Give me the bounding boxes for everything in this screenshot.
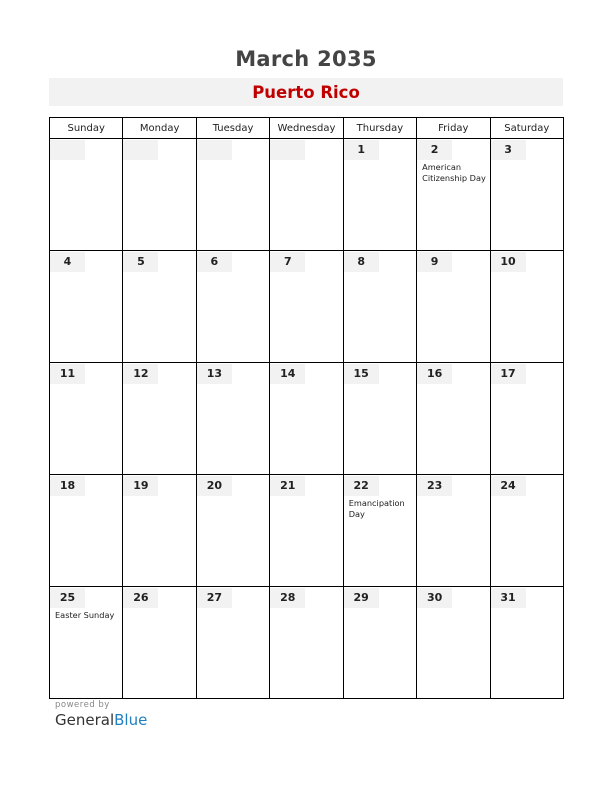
week-row (50, 139, 564, 251)
weekday-saturday: Saturday (490, 118, 563, 139)
weekday-tuesday: Tuesday (196, 118, 269, 139)
day-number (197, 140, 232, 160)
day-number: 27 (197, 588, 232, 608)
day-cell (50, 363, 123, 475)
day-cell (196, 139, 269, 251)
holiday-label: Easter Sunday (55, 610, 115, 620)
day-cell (417, 363, 490, 475)
calendar-grid (49, 117, 564, 699)
day-cell (270, 587, 343, 699)
day-cell (490, 139, 563, 251)
weekday-header-row (50, 118, 564, 139)
day-number: 15 (344, 364, 379, 384)
day-number (123, 140, 158, 160)
day-number: 26 (123, 588, 158, 608)
day-cell (417, 475, 490, 587)
day-number: 8 (344, 252, 379, 272)
day-number: 29 (344, 588, 379, 608)
day-number: 7 (270, 252, 305, 272)
day-number: 21 (270, 476, 305, 496)
brand-blue: Blue (114, 711, 148, 729)
day-number: 3 (491, 140, 526, 160)
holiday-label: Emancipation Day (348, 498, 405, 519)
day-cell (50, 587, 123, 699)
day-cell (270, 363, 343, 475)
day-number: 14 (270, 364, 305, 384)
day-number: 19 (123, 476, 158, 496)
day-cell (270, 251, 343, 363)
day-cell (270, 475, 343, 587)
day-number: 4 (50, 252, 85, 272)
day-number: 1 (344, 140, 379, 160)
day-cell (123, 139, 196, 251)
day-cell (490, 587, 563, 699)
day-number: 5 (123, 252, 158, 272)
day-cell (417, 251, 490, 363)
brand-general: General (55, 711, 115, 729)
day-cell (196, 475, 269, 587)
footer-branding (55, 700, 147, 729)
day-number: 20 (197, 476, 232, 496)
day-cell (270, 139, 343, 251)
day-number: 30 (417, 588, 452, 608)
weekday-thursday: Thursday (343, 118, 416, 139)
day-cell (123, 363, 196, 475)
country-name: Puerto Rico (252, 83, 360, 102)
day-number (270, 140, 305, 160)
holiday-label: American Citizenship Day (422, 162, 486, 183)
day-number: 13 (197, 364, 232, 384)
day-number: 18 (50, 476, 85, 496)
weekday-sunday: Sunday (50, 118, 123, 139)
weekday-wednesday: Wednesday (270, 118, 343, 139)
day-cell (343, 251, 416, 363)
day-cell (343, 363, 416, 475)
week-row (50, 363, 564, 475)
day-number: 11 (50, 364, 85, 384)
day-cell (123, 475, 196, 587)
week-row (50, 251, 564, 363)
country-banner (49, 78, 563, 106)
powered-by-label: powered by (55, 700, 110, 710)
day-cell (417, 587, 490, 699)
weekday-friday: Friday (417, 118, 490, 139)
day-cell (490, 251, 563, 363)
day-cell (417, 139, 490, 251)
day-number: 23 (417, 476, 452, 496)
day-number: 10 (491, 252, 526, 272)
day-number: 24 (491, 476, 526, 496)
day-cell (123, 587, 196, 699)
brand-logo[interactable] (55, 711, 147, 729)
day-number: 17 (491, 364, 526, 384)
day-cell (196, 587, 269, 699)
day-number: 31 (491, 588, 526, 608)
day-cell (50, 475, 123, 587)
week-row (50, 475, 564, 587)
day-cell (50, 139, 123, 251)
day-number: 28 (270, 588, 305, 608)
day-number: 25 (50, 588, 85, 608)
day-cell (343, 475, 416, 587)
day-cell (196, 251, 269, 363)
day-number: 22 (344, 476, 379, 496)
day-cell (490, 475, 563, 587)
weekday-monday: Monday (123, 118, 196, 139)
day-number (50, 140, 85, 160)
day-number: 9 (417, 252, 452, 272)
day-number: 12 (123, 364, 158, 384)
day-cell (343, 587, 416, 699)
day-cell (343, 139, 416, 251)
day-cell (196, 363, 269, 475)
day-number: 6 (197, 252, 232, 272)
day-number: 16 (417, 364, 452, 384)
day-cell (50, 251, 123, 363)
calendar-body (50, 139, 564, 699)
day-number: 2 (417, 140, 452, 160)
week-row (50, 587, 564, 699)
day-cell (123, 251, 196, 363)
page-title: March 2035 (235, 47, 377, 71)
day-cell (490, 363, 563, 475)
